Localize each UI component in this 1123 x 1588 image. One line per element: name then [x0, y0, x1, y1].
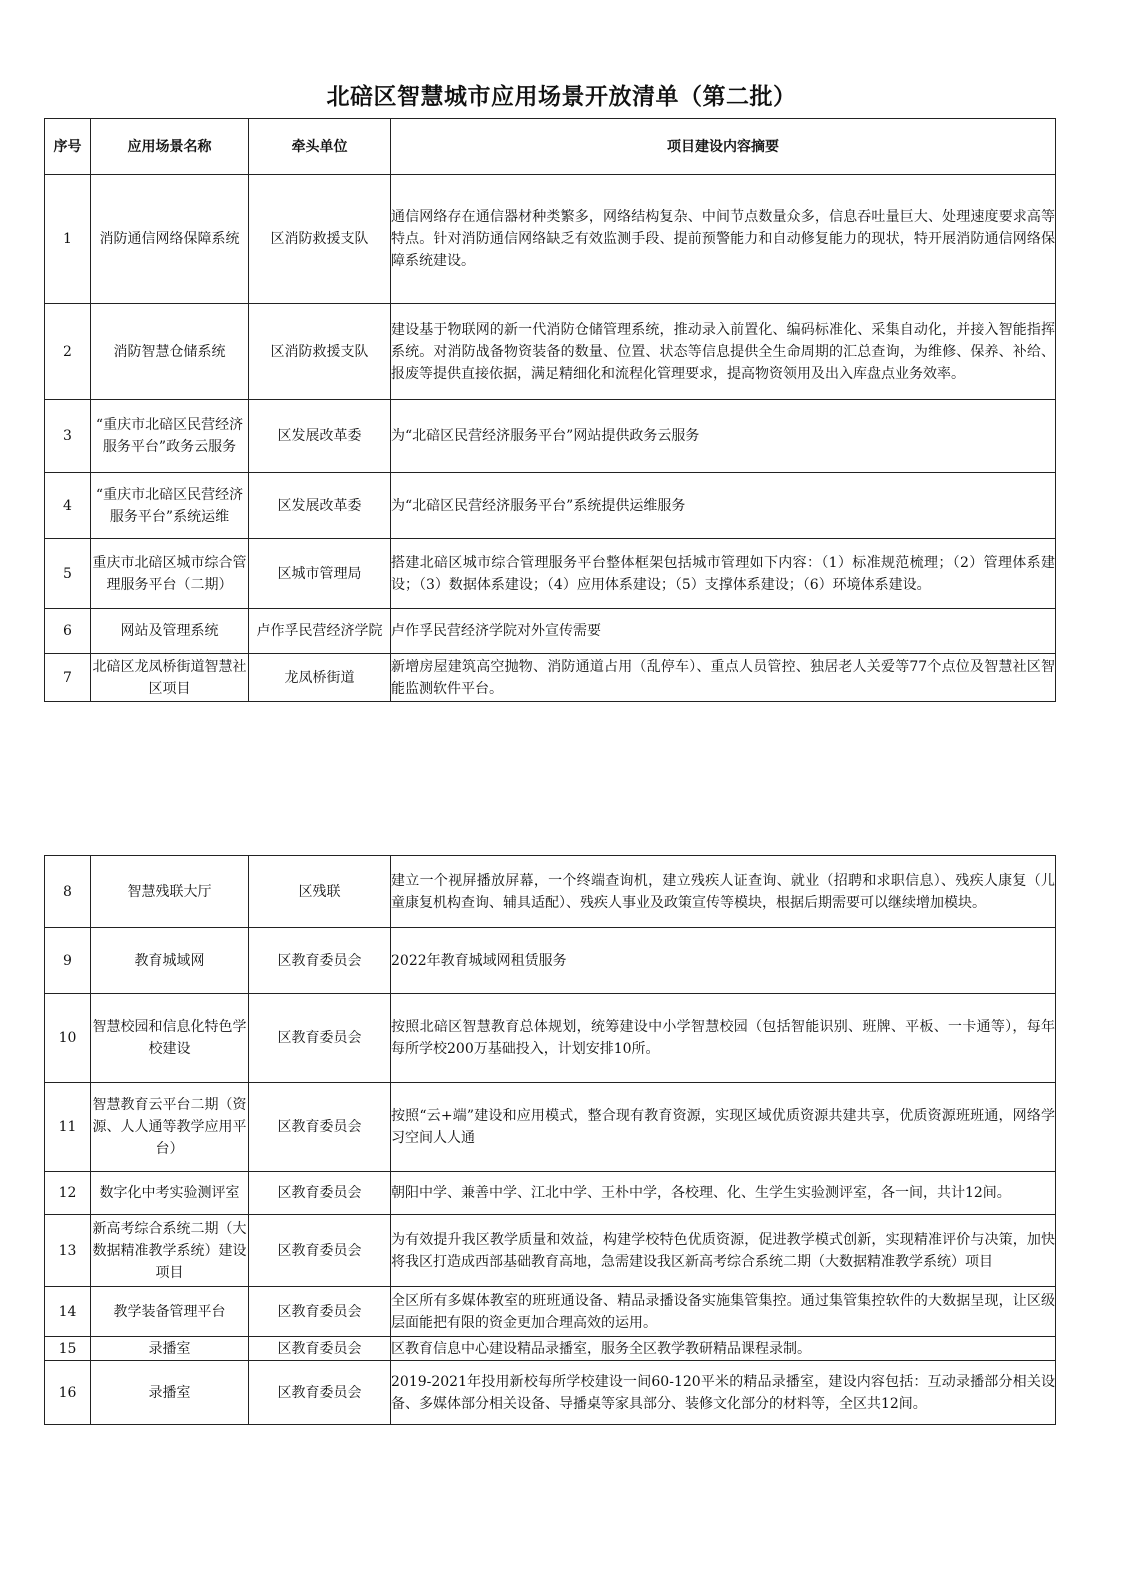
row-index: 1 [45, 175, 91, 304]
table-row [45, 856, 1056, 928]
row-index: 16 [45, 1361, 91, 1425]
content-summary: 为“北碚区民营经济服务平台”系统提供运维服务 [391, 473, 1056, 539]
content-summary: 按照北碚区智慧教育总体规划，统筹建设中小学智慧校园（包括智能识别、班牌、平板、一卡通等），每年每所学校200万基础投入，计划安排10所。 [391, 994, 1056, 1083]
lead-unit: 区发展改革委 [249, 400, 391, 473]
page-title: 北碚区智慧城市应用场景开放清单（第二批） [326, 84, 797, 110]
row-index: 12 [45, 1172, 91, 1215]
scenario-name: 录播室 [91, 1337, 249, 1361]
content-summary: 区教育信息中心建设精品录播室，服务全区教学教研精品课程录制。 [391, 1337, 1056, 1361]
lead-unit: 区教育委员会 [249, 1337, 391, 1361]
lead-unit: 区教育委员会 [249, 1361, 391, 1425]
header-content-summary: 项目建设内容摘要 [391, 119, 1056, 175]
content-summary: 建立一个视屏播放屏幕，一个终端查询机，建立残疾人证查询、就业（招聘和求职信息）、残疾人康复（儿童康复机构查询、辅具适配）、残疾人事业及政策宣传等模块，根据后期需要可以继续增加模块。 [391, 856, 1056, 928]
scenario-name: “重庆市北碚区民营经济服务平台”系统运维 [91, 473, 249, 539]
table-row [45, 175, 1056, 304]
scenario-name: 北碚区龙凤桥街道智慧社区项目 [91, 654, 249, 702]
lead-unit: 区教育委员会 [249, 928, 391, 994]
header-lead-unit: 牵头单位 [249, 119, 391, 175]
content-summary: 建设基于物联网的新一代消防仓储管理系统，推动录入前置化、编码标准化、采集自动化，并接入智能指挥系统。对消防战备物资装备的数量、位置、状态等信息提供全生命周期的汇总查询，为维修、保养、补给、报废等提供直接依据，满足精细化和流程化管理要求，提高物资领用及出入库盘点业务效率。 [391, 304, 1056, 400]
lead-unit: 区教育委员会 [249, 994, 391, 1083]
lead-unit: 卢作孚民营经济学院 [249, 609, 391, 654]
scenario-name: 重庆市北碚区城市综合管理服务平台（二期） [91, 539, 249, 609]
row-index: 6 [45, 609, 91, 654]
scenario-name: 新高考综合系统二期（大数据精准教学系统）建设项目 [91, 1215, 249, 1287]
scenario-name: 智慧残联大厅 [91, 856, 249, 928]
table-row [45, 654, 1056, 702]
lead-unit: 区消防救援支队 [249, 304, 391, 400]
scenario-name: 录播室 [91, 1361, 249, 1425]
scenario-table-part-1 [44, 118, 1056, 702]
header-index: 序号 [45, 119, 91, 175]
scenario-name: 消防智慧仓储系统 [91, 304, 249, 400]
content-summary: 全区所有多媒体教室的班班通设备、精品录播设备实施集管集控。通过集管集控软件的大数据呈现，让区级层面能把有限的资金更加合理高效的运用。 [391, 1287, 1056, 1337]
content-summary: 通信网络存在通信器材种类繁多，网络结构复杂、中间节点数量众多，信息吞吐量巨大、处理速度要求高等特点。针对消防通信网络缺乏有效监测手段、提前预警能力和自动修复能力的现状，特开展消防通信网络保障系统建设。 [391, 175, 1056, 304]
row-index: 10 [45, 994, 91, 1083]
content-summary: 为“北碚区民营经济服务平台”网站提供政务云服务 [391, 400, 1056, 473]
lead-unit: 龙凤桥街道 [249, 654, 391, 702]
row-index: 9 [45, 928, 91, 994]
content-summary: 新增房屋建筑高空抛物、消防通道占用（乱停车）、重点人员管控、独居老人关爱等77个点位及智慧社区智能监测软件平台。 [391, 654, 1056, 702]
table-header-row [45, 119, 1056, 175]
content-summary: 为有效提升我区教学质量和效益，构建学校特色优质资源，促进教学模式创新，实现精准评价与决策，加快将我区打造成西部基础教育高地，急需建设我区新高考综合系统二期（大数据精准教学系统）项目 [391, 1215, 1056, 1287]
table-row [45, 1172, 1056, 1215]
scenario-name: 数字化中考实验测评室 [91, 1172, 249, 1215]
content-summary: 按照“云+端”建设和应用模式，整合现有教育资源，实现区域优质资源共建共享，优质资源班班通，网络学习空间人人通 [391, 1083, 1056, 1172]
lead-unit: 区教育委员会 [249, 1215, 391, 1287]
lead-unit: 区教育委员会 [249, 1172, 391, 1215]
row-index: 15 [45, 1337, 91, 1361]
content-summary: 2022年教育城域网租赁服务 [391, 928, 1056, 994]
table-row [45, 539, 1056, 609]
table-row [45, 1215, 1056, 1287]
scenario-name: 网站及管理系统 [91, 609, 249, 654]
scenario-name: 教育城域网 [91, 928, 249, 994]
header-scenario-name: 应用场景名称 [91, 119, 249, 175]
row-index: 2 [45, 304, 91, 400]
scenario-name: “重庆市北碚区民营经济服务平台”政务云服务 [91, 400, 249, 473]
lead-unit: 区教育委员会 [249, 1287, 391, 1337]
lead-unit: 区教育委员会 [249, 1083, 391, 1172]
lead-unit: 区消防救援支队 [249, 175, 391, 304]
row-index: 7 [45, 654, 91, 702]
row-index: 4 [45, 473, 91, 539]
table-row [45, 609, 1056, 654]
scenario-name: 智慧校园和信息化特色学校建设 [91, 994, 249, 1083]
row-index: 11 [45, 1083, 91, 1172]
row-index: 13 [45, 1215, 91, 1287]
table-row [45, 473, 1056, 539]
table-row [45, 1287, 1056, 1337]
table-row [45, 928, 1056, 994]
content-summary: 2019-2021年投用新校每所学校建设一间60-120平米的精品录播室，建设内容包括：互动录播部分相关设备、多媒体部分相关设备、导播桌等家具部分、装修文化部分的材料等，全区共12间。 [391, 1361, 1056, 1425]
row-index: 3 [45, 400, 91, 473]
content-summary: 朝阳中学、兼善中学、江北中学、王朴中学，各校理、化、生学生实验测评室，各一间，共计12间。 [391, 1172, 1056, 1215]
row-index: 8 [45, 856, 91, 928]
lead-unit: 区发展改革委 [249, 473, 391, 539]
row-index: 14 [45, 1287, 91, 1337]
content-summary: 卢作孚民营经济学院对外宣传需要 [391, 609, 1056, 654]
scenario-name: 消防通信网络保障系统 [91, 175, 249, 304]
content-summary: 搭建北碚区城市综合管理服务平台整体框架包括城市管理如下内容：（1）标准规范梳理；（2）管理体系建设；（3）数据体系建设；（4）应用体系建设；（5）支撑体系建设；（6）环境体系建设。 [391, 539, 1056, 609]
lead-unit: 区残联 [249, 856, 391, 928]
table-row [45, 400, 1056, 473]
lead-unit: 区城市管理局 [249, 539, 391, 609]
scenario-name: 智慧教育云平台二期（资源、人人通等教学应用平台） [91, 1083, 249, 1172]
table-row [45, 1361, 1056, 1425]
scenario-table-part-2 [44, 855, 1056, 1425]
table-row [45, 994, 1056, 1083]
table-row [45, 1337, 1056, 1361]
table-row [45, 1083, 1056, 1172]
table-row [45, 304, 1056, 400]
row-index: 5 [45, 539, 91, 609]
scenario-name: 教学装备管理平台 [91, 1287, 249, 1337]
